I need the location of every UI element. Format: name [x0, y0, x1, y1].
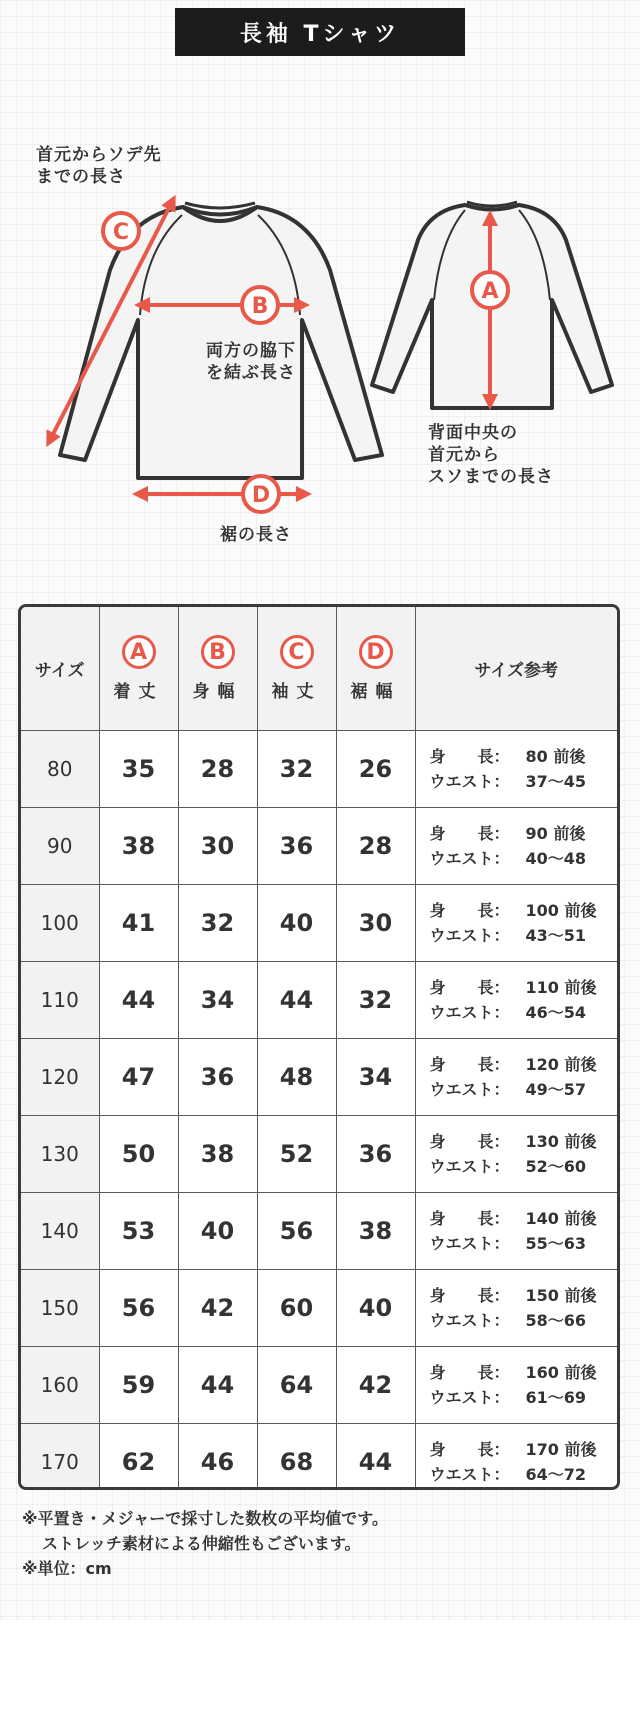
table-row: [21, 1424, 617, 1491]
length-cell: 47: [99, 1039, 178, 1116]
size-cell: 90: [21, 808, 99, 885]
length-cell: 59: [99, 1347, 178, 1424]
table-row: [21, 885, 617, 962]
table-row: [21, 1270, 617, 1347]
height-reference: 身 長： 110 前後: [429, 978, 597, 997]
size-cell: 110: [21, 962, 99, 1039]
size-reference-cell: [415, 808, 617, 885]
marker-d-header-icon: D: [359, 635, 393, 669]
height-reference: 身 長： 140 前後: [429, 1209, 597, 1228]
hem-width-cell: 36: [336, 1116, 415, 1193]
waist-reference: ウエスト： 46～54: [429, 1003, 587, 1022]
size-cell: 170: [21, 1424, 99, 1491]
body-width-cell: 30: [178, 808, 257, 885]
length-cell: 53: [99, 1193, 178, 1270]
hem-width-cell: 34: [336, 1039, 415, 1116]
waist-reference: ウエスト： 49～57: [429, 1080, 587, 1099]
size-cell: 130: [21, 1116, 99, 1193]
length-cell: 62: [99, 1424, 178, 1491]
waist-reference: ウエスト： 58～66: [429, 1311, 587, 1330]
size-reference-cell: [415, 885, 617, 962]
header-size-reference: サイズ参考: [415, 607, 617, 731]
marker-a-header-icon: A: [122, 635, 156, 669]
height-reference: 身 長： 170 前後: [429, 1440, 597, 1459]
size-cell: 150: [21, 1270, 99, 1347]
body-width-cell: 42: [178, 1270, 257, 1347]
height-reference: 身 長： 160 前後: [429, 1363, 597, 1382]
svg-text:B: B: [251, 294, 269, 319]
length-cell: 50: [99, 1116, 178, 1193]
sleeve-length-cell: 68: [257, 1424, 336, 1491]
waist-reference: ウエスト： 55～63: [429, 1234, 587, 1253]
hem-width-cell: 30: [336, 885, 415, 962]
table-row: [21, 1193, 617, 1270]
waist-reference: ウエスト： 64～72: [429, 1465, 587, 1484]
hem-width-cell: 42: [336, 1347, 415, 1424]
size-reference-cell: [415, 1039, 617, 1116]
height-reference: 身 長： 80 前後: [429, 747, 586, 766]
label-hem-width: 裾の長さ: [220, 525, 292, 545]
page-title: 長袖 Tシャツ: [175, 8, 465, 56]
size-cell: 120: [21, 1039, 99, 1116]
svg-text:A: A: [481, 279, 499, 304]
height-reference: 身 長： 120 前後: [429, 1055, 597, 1074]
waist-reference: ウエスト： 52～60: [429, 1157, 587, 1176]
marker-c-header-icon: C: [280, 635, 314, 669]
size-cell: 160: [21, 1347, 99, 1424]
length-cell: 41: [99, 885, 178, 962]
label-chest-width: 両方の脇下 を結ぶ長さ: [206, 341, 296, 383]
marker-b-header-icon: B: [201, 635, 235, 669]
hem-width-cell: 26: [336, 731, 415, 808]
height-reference: 身 長： 90 前後: [429, 824, 586, 843]
sleeve-length-cell: 52: [257, 1116, 336, 1193]
size-reference-cell: [415, 1270, 617, 1347]
hem-width-cell: 28: [336, 808, 415, 885]
body-width-cell: 28: [178, 731, 257, 808]
sleeve-length-cell: 40: [257, 885, 336, 962]
table-row: [21, 808, 617, 885]
size-reference-cell: [415, 1347, 617, 1424]
table-row: [21, 731, 617, 808]
sleeve-length-cell: 56: [257, 1193, 336, 1270]
length-cell: 56: [99, 1270, 178, 1347]
length-cell: 44: [99, 962, 178, 1039]
note-measurement: ※平置き・メジャーで採寸した数枚の平均値です。: [22, 1509, 388, 1528]
length-cell: 35: [99, 731, 178, 808]
svg-text:C: C: [112, 220, 130, 245]
size-table: [18, 604, 620, 1490]
marker-d-icon: [243, 476, 279, 512]
marker-b-icon: [242, 287, 278, 323]
body-width-cell: 46: [178, 1424, 257, 1491]
hem-width-cell: 40: [336, 1270, 415, 1347]
body-width-cell: 36: [178, 1039, 257, 1116]
sleeve-length-cell: 32: [257, 731, 336, 808]
body-width-cell: 32: [178, 885, 257, 962]
svg-text:D: D: [251, 483, 271, 508]
note-unit: ※単位：cm: [22, 1559, 112, 1578]
height-reference: 身 長： 130 前後: [429, 1132, 597, 1151]
table-row: [21, 1116, 617, 1193]
sleeve-length-cell: 48: [257, 1039, 336, 1116]
sleeve-length-cell: 64: [257, 1347, 336, 1424]
marker-c-icon: [103, 213, 139, 249]
marker-a-icon: [472, 272, 508, 308]
size-reference-cell: [415, 1424, 617, 1491]
waist-reference: ウエスト： 37～45: [429, 772, 587, 791]
table-row: [21, 1347, 617, 1424]
body-width-cell: 38: [178, 1116, 257, 1193]
header-body-width: B 身幅: [178, 607, 257, 731]
body-width-cell: 44: [178, 1347, 257, 1424]
hem-width-cell: 32: [336, 962, 415, 1039]
header-length: A 着丈: [99, 607, 178, 731]
waist-reference: ウエスト： 40～48: [429, 849, 587, 868]
waist-reference: ウエスト： 43～51: [429, 926, 587, 945]
size-cell: 80: [21, 731, 99, 808]
hem-width-cell: 38: [336, 1193, 415, 1270]
header-hem-width: D 裾幅: [336, 607, 415, 731]
body-width-cell: 34: [178, 962, 257, 1039]
height-reference: 身 長： 100 前後: [429, 901, 597, 920]
table-row: [21, 962, 617, 1039]
label-back-length: 背面中央の 首元から スソまでの長さ: [428, 423, 554, 487]
note-stretch: ストレッチ素材による伸縮性もございます。: [42, 1534, 361, 1553]
body-width-cell: 40: [178, 1193, 257, 1270]
height-reference: 身 長： 150 前後: [429, 1286, 597, 1305]
size-cell: 140: [21, 1193, 99, 1270]
header-sleeve-length: C 袖丈: [257, 607, 336, 731]
sleeve-length-cell: 44: [257, 962, 336, 1039]
length-cell: 38: [99, 808, 178, 885]
hem-width-cell: 44: [336, 1424, 415, 1491]
table-row: [21, 1039, 617, 1116]
size-reference-cell: [415, 1116, 617, 1193]
waist-reference: ウエスト： 61～69: [429, 1388, 587, 1407]
header-size: サイズ: [21, 607, 99, 731]
size-reference-cell: [415, 962, 617, 1039]
size-reference-cell: [415, 1193, 617, 1270]
sleeve-length-cell: 60: [257, 1270, 336, 1347]
sleeve-length-cell: 36: [257, 808, 336, 885]
notes: [22, 1506, 388, 1581]
label-sleeve-length: 首元からソデ先 までの長さ: [36, 145, 162, 187]
size-cell: 100: [21, 885, 99, 962]
size-reference-cell: [415, 731, 617, 808]
